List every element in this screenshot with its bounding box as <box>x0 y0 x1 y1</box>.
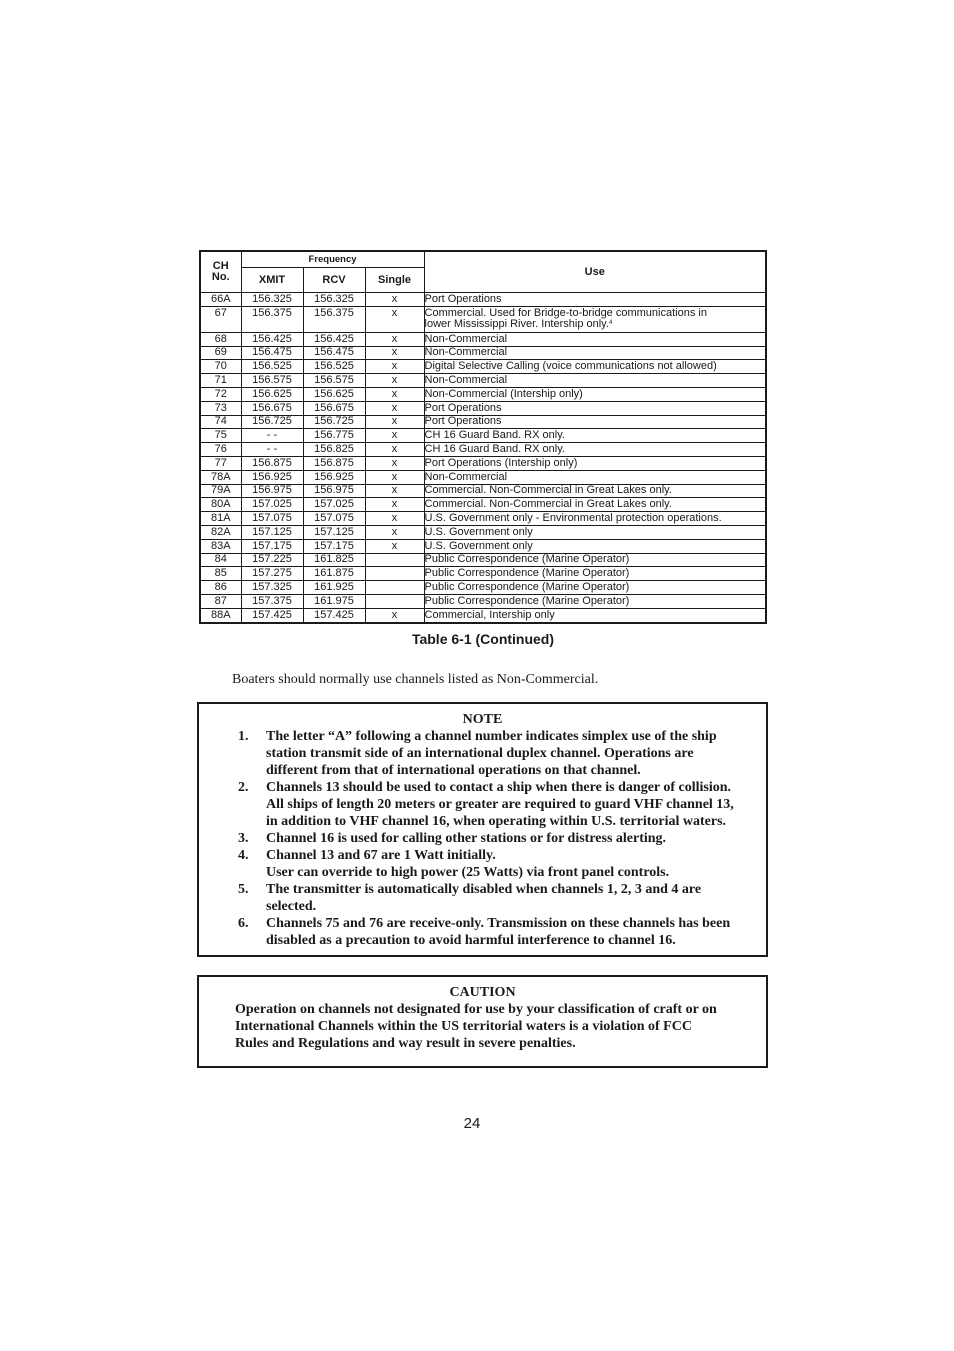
ch-cell: 66A <box>200 293 241 307</box>
header-ch-line2: No. <box>211 271 230 283</box>
header-ch-no <box>200 251 241 293</box>
use-cell: Public Correspondence (Marine Operator) <box>424 567 766 581</box>
xmit-cell: 156.325 <box>241 293 303 307</box>
single-cell: x <box>365 346 424 360</box>
channel-table-header <box>200 251 766 293</box>
use-cell <box>424 306 766 332</box>
note-line: The transmitter is automatically disabled when channels 1, 2, 3 and 4 are <box>266 882 702 897</box>
table-caption: Table 6-1 (Continued) <box>411 631 555 647</box>
caution-line: Rules and Regulations and way result in severe penalties. <box>235 1036 576 1051</box>
note-number: 6. <box>238 916 249 931</box>
header-xmit: XMIT <box>241 268 303 293</box>
ch-cell: 69 <box>200 346 241 360</box>
table-row <box>200 387 766 401</box>
page-number: 24 <box>463 1115 481 1132</box>
header-use: Use <box>424 251 766 293</box>
single-cell: x <box>365 525 424 539</box>
table-row <box>200 567 766 581</box>
use-cell: U.S. Government only - Environmental protection operations. <box>424 512 766 526</box>
header-single: Single <box>365 268 424 293</box>
table-row <box>200 553 766 567</box>
ch-cell: 85 <box>200 567 241 581</box>
xmit-cell: 156.425 <box>241 332 303 346</box>
note-list <box>199 728 766 949</box>
table-row <box>200 512 766 526</box>
note-title: NOTE <box>462 712 503 727</box>
xmit-cell: 157.375 <box>241 594 303 608</box>
xmit-cell: 156.625 <box>241 387 303 401</box>
note-line: disabled as a precaution to avoid harmful interference to channel 16. <box>266 933 676 948</box>
rcv-cell: 156.925 <box>303 470 365 484</box>
header-frequency: Frequency <box>241 251 424 268</box>
xmit-cell: 157.075 <box>241 512 303 526</box>
table-row <box>200 306 766 332</box>
ch-cell: 83A <box>200 539 241 553</box>
rcv-cell: 161.825 <box>303 553 365 567</box>
header-rcv: RCV <box>303 268 365 293</box>
caution-box <box>197 975 768 1068</box>
xmit-cell: 156.875 <box>241 456 303 470</box>
xmit-cell: 157.175 <box>241 539 303 553</box>
note-item <box>199 915 766 949</box>
rcv-cell: 156.775 <box>303 429 365 443</box>
ch-cell: 67 <box>200 306 241 332</box>
use-cell: U.S. Government only <box>424 539 766 553</box>
single-cell: x <box>365 443 424 457</box>
rcv-cell: 157.025 <box>303 498 365 512</box>
intro-text: Boaters should normally use channels listed as Non-Commercial. <box>232 672 599 687</box>
use-cell-line2: lower Mississippi River. Intership only. <box>424 317 609 330</box>
single-cell <box>365 567 424 581</box>
single-cell <box>365 553 424 567</box>
ch-cell: 80A <box>200 498 241 512</box>
xmit-cell: - - <box>241 443 303 457</box>
use-cell: Port Operations <box>424 401 766 415</box>
use-cell: Digital Selective Calling (voice communications not allowed) <box>424 360 766 374</box>
table-row <box>200 346 766 360</box>
use-cell: Port Operations (Intership only) <box>424 456 766 470</box>
note-line: in addition to VHF channel 16, when operating within U.S. territorial waters. <box>266 814 727 829</box>
ch-cell: 74 <box>200 415 241 429</box>
table-row <box>200 429 766 443</box>
table-row <box>200 401 766 415</box>
single-cell: x <box>365 470 424 484</box>
table-row <box>200 470 766 484</box>
note-item <box>199 830 766 847</box>
xmit-cell: 157.225 <box>241 553 303 567</box>
use-cell: Public Correspondence (Marine Operator) <box>424 594 766 608</box>
note-item <box>199 779 766 830</box>
note-line: Channel 16 is used for calling other stations or for distress alerting. <box>266 831 667 846</box>
rcv-cell: 156.575 <box>303 374 365 388</box>
xmit-cell: 156.475 <box>241 346 303 360</box>
use-cell: Non-Commercial <box>424 470 766 484</box>
single-cell: x <box>365 512 424 526</box>
note-number: 5. <box>238 882 249 897</box>
table-row <box>200 498 766 512</box>
single-cell: x <box>365 332 424 346</box>
note-item <box>199 881 766 915</box>
note-number: 3. <box>238 831 249 846</box>
note-line: The letter “A” following a channel number indicates simplex use of the ship <box>266 729 717 744</box>
use-cell: Non-Commercial <box>424 332 766 346</box>
ch-cell: 72 <box>200 387 241 401</box>
rcv-cell: 161.875 <box>303 567 365 581</box>
rcv-cell: 156.975 <box>303 484 365 498</box>
single-cell: x <box>365 401 424 415</box>
table-row <box>200 415 766 429</box>
header-ch-line1: CH <box>212 260 229 272</box>
table-row <box>200 456 766 470</box>
single-cell: x <box>365 456 424 470</box>
xmit-cell: 157.025 <box>241 498 303 512</box>
table-row <box>200 594 766 608</box>
use-cell: U.S. Government only <box>424 525 766 539</box>
note-line: station transmit side of an international duplex channel. Operations are <box>266 746 694 761</box>
note-line: All ships of length 20 meters or greater are required to guard VHF channel 13, <box>266 797 734 812</box>
table-row <box>200 360 766 374</box>
xmit-cell: 157.125 <box>241 525 303 539</box>
xmit-cell: 156.925 <box>241 470 303 484</box>
note-number: 1. <box>238 729 249 744</box>
single-cell: x <box>365 415 424 429</box>
rcv-cell: 157.425 <box>303 608 365 622</box>
use-cell: Port Operations <box>424 293 766 307</box>
ch-cell: 73 <box>200 401 241 415</box>
xmit-cell: 156.725 <box>241 415 303 429</box>
rcv-cell: 156.825 <box>303 443 365 457</box>
footnote-marker: 4 <box>608 319 613 326</box>
table-row <box>200 484 766 498</box>
rcv-cell: 156.675 <box>303 401 365 415</box>
table-row <box>200 581 766 595</box>
rcv-cell: 161.975 <box>303 594 365 608</box>
caution-line: Operation on channels not designated for use by your classification of craft or on <box>235 1002 717 1017</box>
table-row <box>200 332 766 346</box>
note-line: selected. <box>266 899 317 914</box>
table-row <box>200 608 766 622</box>
rcv-cell: 156.525 <box>303 360 365 374</box>
xmit-cell: 157.325 <box>241 581 303 595</box>
table-row <box>200 293 766 307</box>
note-item <box>199 728 766 779</box>
xmit-cell: 156.375 <box>241 306 303 332</box>
rcv-cell: 156.725 <box>303 415 365 429</box>
rcv-cell: 156.875 <box>303 456 365 470</box>
ch-cell: 86 <box>200 581 241 595</box>
single-cell: x <box>365 306 424 332</box>
single-cell <box>365 594 424 608</box>
ch-cell: 68 <box>200 332 241 346</box>
note-line: User can override to high power (25 Watts) via front panel controls. <box>266 865 670 880</box>
xmit-cell: - - <box>241 429 303 443</box>
note-number: 4. <box>238 848 249 863</box>
rcv-cell: 156.625 <box>303 387 365 401</box>
rcv-cell: 157.075 <box>303 512 365 526</box>
use-cell: CH 16 Guard Band. RX only. <box>424 429 766 443</box>
rcv-cell: 161.925 <box>303 581 365 595</box>
ch-cell: 84 <box>200 553 241 567</box>
single-cell: x <box>365 498 424 512</box>
rcv-cell: 157.125 <box>303 525 365 539</box>
ch-cell: 75 <box>200 429 241 443</box>
single-cell: x <box>365 360 424 374</box>
xmit-cell: 156.575 <box>241 374 303 388</box>
caution-line: International Channels within the US territorial waters is a violation of FCC <box>235 1019 692 1034</box>
single-cell: x <box>365 484 424 498</box>
rcv-cell: 156.325 <box>303 293 365 307</box>
note-line: Channels 13 should be used to contact a ship when there is danger of collision. <box>266 780 732 795</box>
use-cell: Commercial, Intership only <box>424 608 766 622</box>
rcv-cell: 157.175 <box>303 539 365 553</box>
rcv-cell: 156.475 <box>303 346 365 360</box>
single-cell: x <box>365 608 424 622</box>
single-cell: x <box>365 374 424 388</box>
single-cell <box>365 581 424 595</box>
use-cell: CH 16 Guard Band. RX only. <box>424 443 766 457</box>
xmit-cell: 157.425 <box>241 608 303 622</box>
single-cell: x <box>365 293 424 307</box>
use-cell: Non-Commercial <box>424 346 766 360</box>
use-cell: Commercial. Non-Commercial in Great Lakes only. <box>424 498 766 512</box>
ch-cell: 81A <box>200 512 241 526</box>
ch-cell: 77 <box>200 456 241 470</box>
note-line: Channel 13 and 67 are 1 Watt initially. <box>266 848 496 863</box>
use-cell: Non-Commercial (Intership only) <box>424 387 766 401</box>
use-cell: Public Correspondence (Marine Operator) <box>424 553 766 567</box>
use-cell-line1: Commercial. Used for Bridge-to-bridge communications in <box>424 306 707 319</box>
single-cell: x <box>365 429 424 443</box>
note-number: 2. <box>238 780 249 795</box>
single-cell: x <box>365 387 424 401</box>
caution-title: CAUTION <box>449 985 516 1000</box>
rcv-cell: 156.375 <box>303 306 365 332</box>
table-row <box>200 539 766 553</box>
note-box <box>197 702 768 957</box>
ch-cell: 79A <box>200 484 241 498</box>
note-item <box>199 847 766 881</box>
note-line: Channels 75 and 76 are receive-only. Transmission on these channels has been <box>266 916 731 931</box>
ch-cell: 88A <box>200 608 241 622</box>
caution-text <box>199 1001 766 1052</box>
single-cell: x <box>365 539 424 553</box>
ch-cell: 71 <box>200 374 241 388</box>
ch-cell: 87 <box>200 594 241 608</box>
xmit-cell: 157.275 <box>241 567 303 581</box>
table-row <box>200 525 766 539</box>
ch-cell: 76 <box>200 443 241 457</box>
table-row <box>200 374 766 388</box>
rcv-cell: 156.425 <box>303 332 365 346</box>
use-cell: Non-Commercial <box>424 374 766 388</box>
use-cell: Port Operations <box>424 415 766 429</box>
channel-table <box>199 250 767 624</box>
use-cell: Public Correspondence (Marine Operator) <box>424 581 766 595</box>
xmit-cell: 156.975 <box>241 484 303 498</box>
ch-cell: 82A <box>200 525 241 539</box>
table-row <box>200 443 766 457</box>
ch-cell: 78A <box>200 470 241 484</box>
ch-cell: 70 <box>200 360 241 374</box>
note-line: different from that of international operations on that channel. <box>266 763 641 778</box>
use-cell: Commercial. Non-Commercial in Great Lakes only. <box>424 484 766 498</box>
xmit-cell: 156.675 <box>241 401 303 415</box>
xmit-cell: 156.525 <box>241 360 303 374</box>
